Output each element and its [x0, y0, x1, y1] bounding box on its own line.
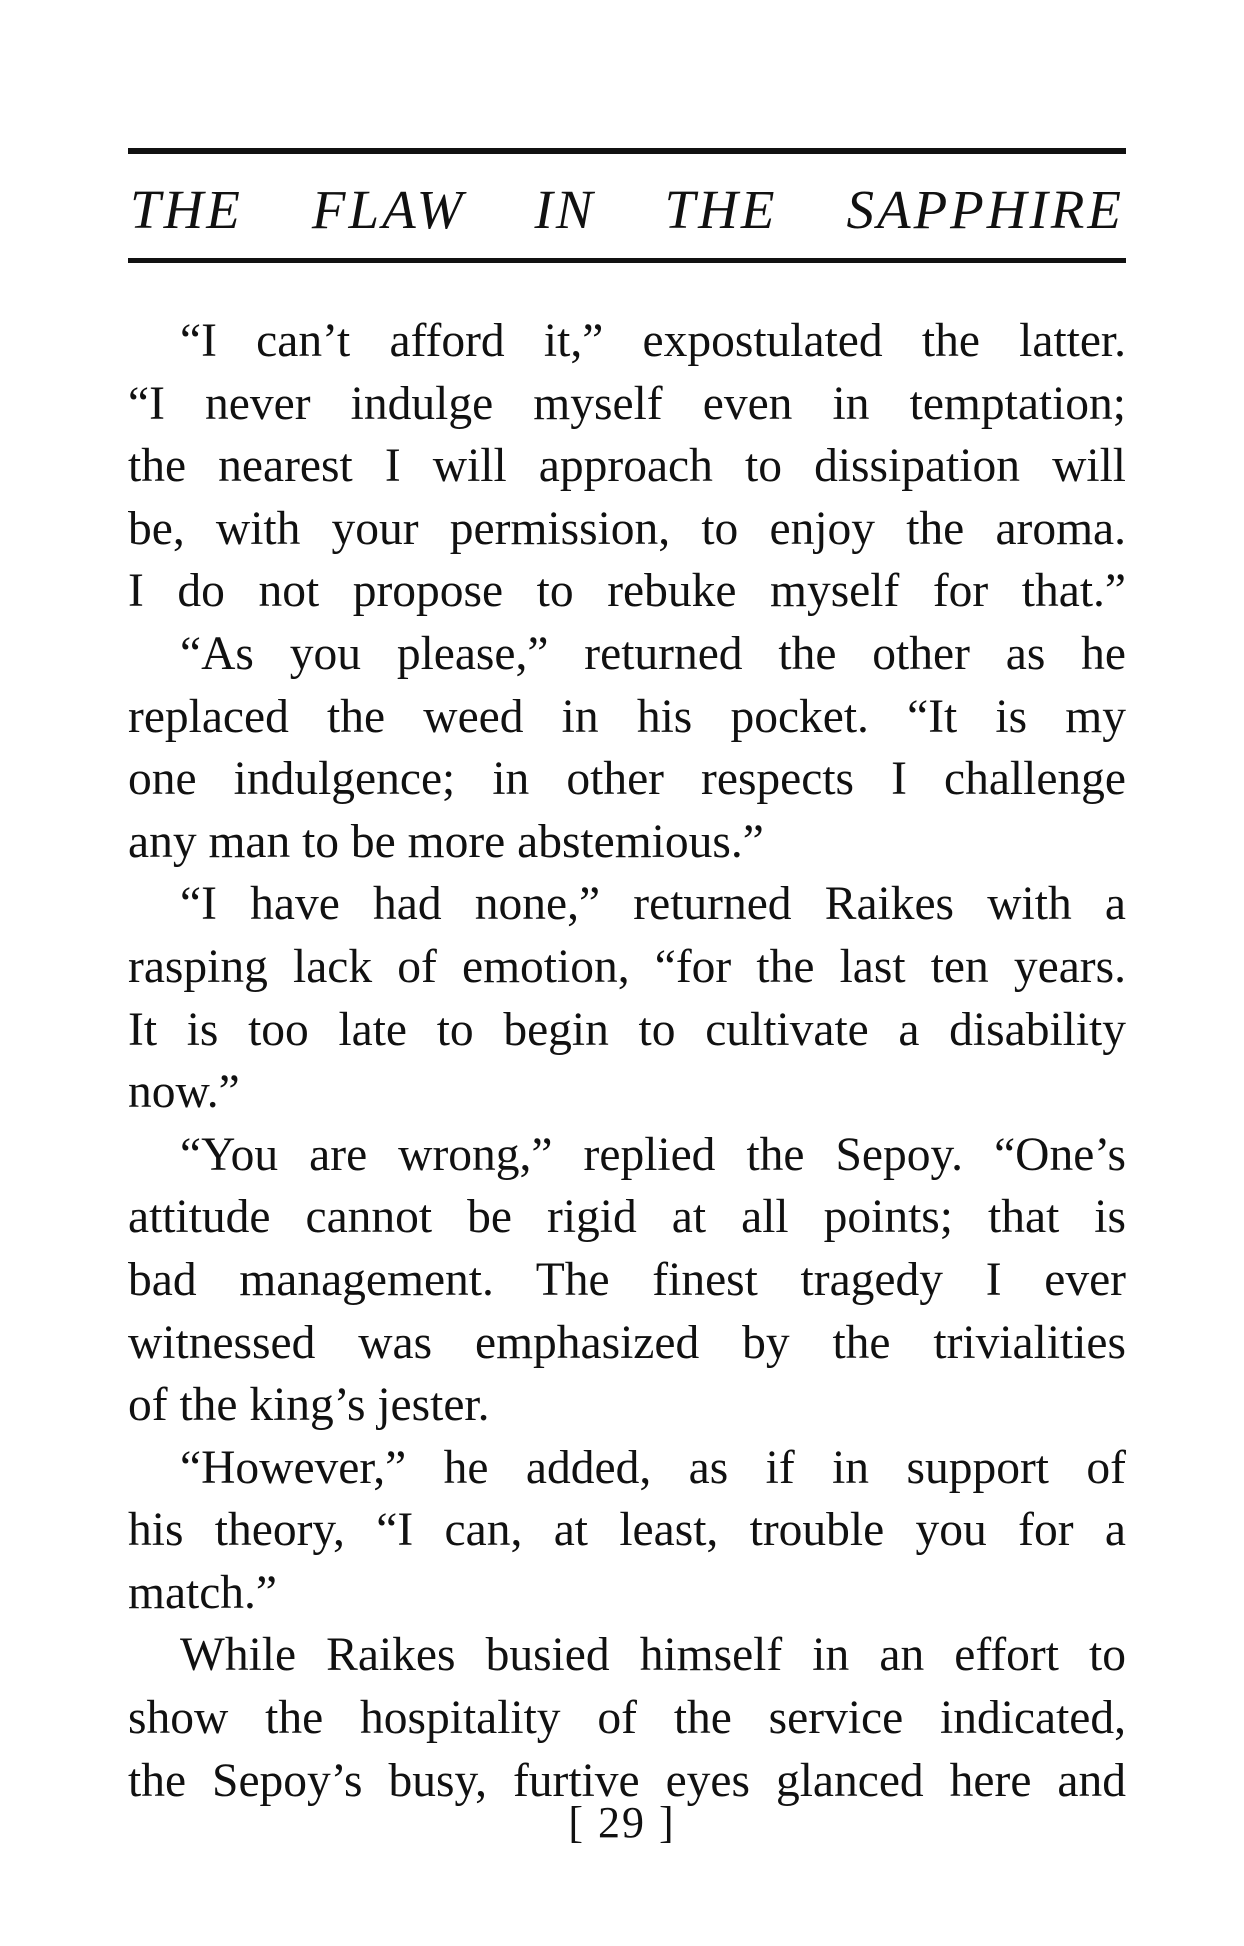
text-line: “However,” he added, as if in support of	[180, 1441, 1126, 1494]
text-line: any man to be more abstemious.”	[128, 815, 764, 868]
page-number: [ 29 ]	[568, 1798, 676, 1847]
text-line: “I can’t afford it,” expostulated the latter.	[180, 315, 1126, 367]
text-line: I do not propose to rebuke myself for that.”	[128, 565, 1126, 618]
text-line: “I never indulge myself even in temptation;	[128, 377, 1126, 430]
text-line: the nearest I will approach to dissipation will	[128, 440, 1126, 493]
text-line: the Sepoy’s busy, furtive eyes glanced here and	[128, 1754, 1126, 1807]
text-line: witnessed was emphasized by the trivialities	[128, 1316, 1126, 1369]
text-line: While Raikes busied himself in an effort to	[180, 1629, 1126, 1682]
text-line: replaced the weed in his pocket. “It is my	[128, 690, 1126, 743]
text-line: attitude cannot be rigid at all points; that is	[128, 1191, 1126, 1244]
text-line: It is too late to begin to cultivate a disability	[128, 1003, 1126, 1056]
text-line: of the king’s jester.	[128, 1379, 490, 1432]
header-bottom-rule	[128, 258, 1126, 263]
text-line: bad management. The finest tragedy I ever	[128, 1253, 1126, 1306]
text-line: rasping lack of emotion, “for the last ten years.	[128, 940, 1126, 993]
text-line: match.”	[128, 1566, 278, 1619]
header-top-rule	[128, 148, 1126, 154]
text-line: be, with your permission, to enjoy the aroma.	[128, 502, 1126, 555]
text-line: now.”	[128, 1066, 240, 1119]
text-line: “I have had none,” returned Raikes with a	[180, 878, 1126, 931]
text-line: show the hospitality of the service indicated,	[128, 1692, 1126, 1745]
text-line: “As you please,” returned the other as he	[180, 627, 1126, 680]
text-line: his theory, “I can, at least, trouble you for a	[128, 1504, 1126, 1557]
body-text	[128, 310, 1126, 1812]
running-head: THE FLAW IN THE SAPPHIRE	[130, 179, 1124, 240]
text-line: one indulgence; in other respects I challenge	[128, 753, 1126, 806]
text-line: “You are wrong,” replied the Sepoy. “One’s	[180, 1128, 1126, 1181]
